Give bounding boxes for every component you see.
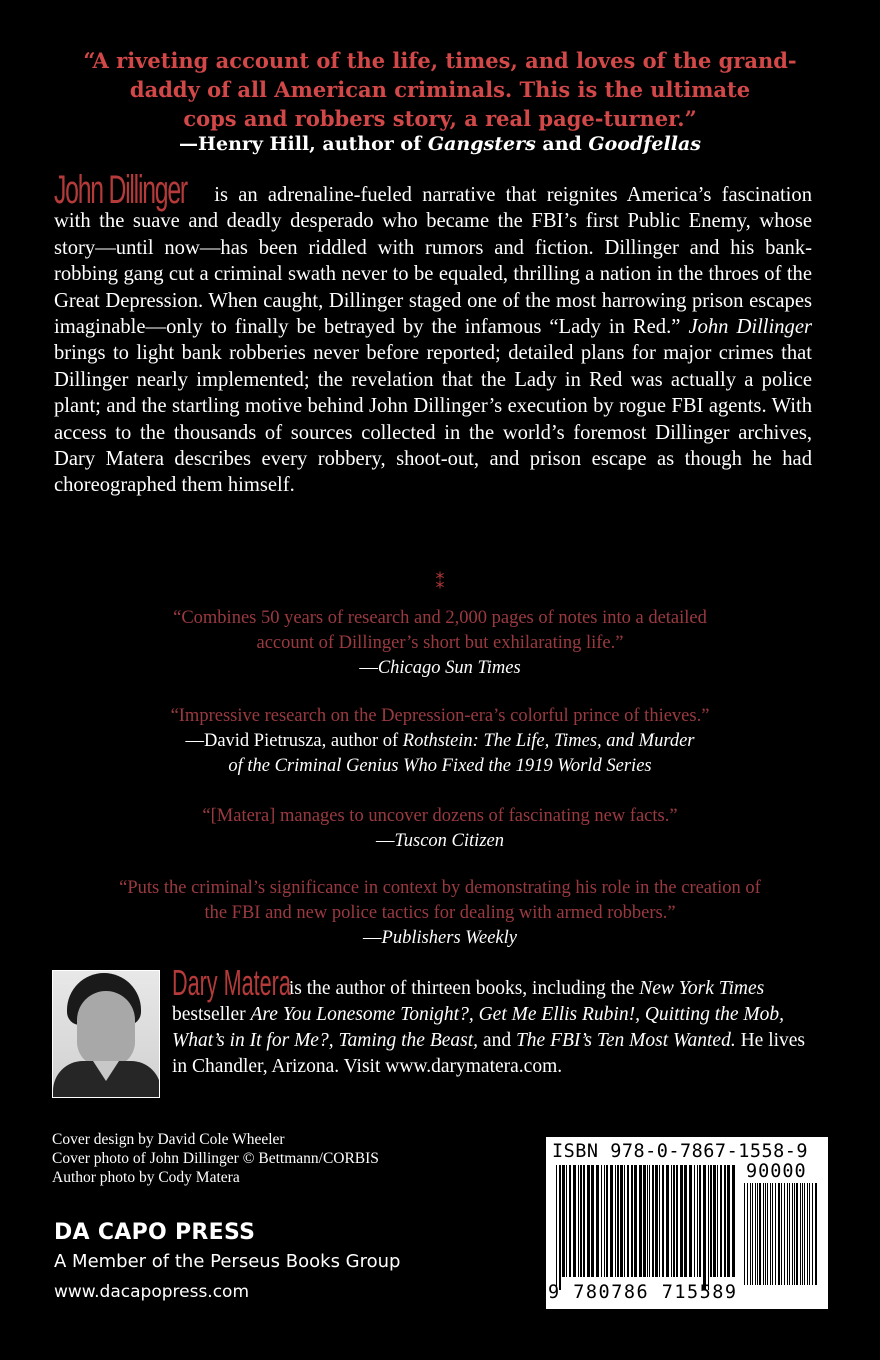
barcode-bar <box>627 1165 629 1277</box>
publisher-member: A Member of the Perseus Books Group <box>54 1251 401 1272</box>
credit-line: Cover photo of John Dillinger © Bettmann/CORBIS <box>52 1150 379 1167</box>
barcode-bar <box>666 1165 669 1277</box>
barcode-bar <box>747 1183 748 1285</box>
lead-quote-attribution: —Henry Hill, author of Gangsters and Goodfellas <box>179 133 701 155</box>
addon-barcode-bars <box>744 1183 820 1285</box>
barcode-bar <box>624 1165 625 1277</box>
ornament-divider: ⁑ <box>435 572 445 592</box>
book-title-display: John Dillinger <box>54 168 187 212</box>
barcode-bar <box>755 1183 756 1285</box>
barcode-bar <box>647 1165 648 1277</box>
barcode-bar <box>680 1165 683 1277</box>
credit-line: Cover design by David Cole Wheeler <box>52 1131 285 1148</box>
barcode-bar <box>587 1165 590 1277</box>
barcode-bar <box>727 1165 730 1277</box>
barcode-bar <box>620 1165 623 1277</box>
barcode-bar <box>659 1165 660 1277</box>
barcode-bar <box>559 1165 561 1290</box>
barcode-bar <box>765 1183 766 1285</box>
barcode-bar <box>717 1165 718 1277</box>
barcode-bar <box>562 1165 565 1277</box>
review-quote: “Puts the criminal’s significance in context by demonstrating his role in the creation of the FBI and new police tactics for dealing with armed robbers.” —Publishers Weekly <box>119 878 761 948</box>
publisher-name: DA CAPO PRESS <box>54 1220 256 1245</box>
author-name-display: Dary Matera <box>172 962 291 1003</box>
barcode-bar <box>569 1165 571 1277</box>
barcode-bar <box>802 1183 803 1285</box>
barcode-bar <box>784 1183 785 1285</box>
credit-line: Author photo by Cody Matera <box>52 1169 240 1186</box>
barcode-bar <box>794 1183 795 1285</box>
cover-credits <box>52 1130 512 1187</box>
barcode-bar <box>796 1183 798 1285</box>
price-code: 90000 <box>746 1161 807 1182</box>
barcode-bar <box>604 1165 605 1277</box>
barcode-bar <box>809 1183 810 1285</box>
ean-digits: 9 780786 715589 <box>548 1282 738 1303</box>
barcode-bar <box>556 1165 557 1290</box>
barcode-bar <box>759 1183 761 1285</box>
barcode-bar <box>662 1165 664 1277</box>
barcode-bar <box>757 1183 758 1285</box>
barcode-bar <box>792 1183 793 1285</box>
barcode-bar <box>724 1165 726 1277</box>
barcode-bar <box>697 1165 698 1277</box>
barcode-bar <box>655 1165 658 1277</box>
barcode-bar <box>812 1183 813 1285</box>
publisher-url: www.dacapopress.com <box>54 1282 250 1302</box>
barcode-bar <box>767 1183 768 1285</box>
barcode-bar <box>778 1183 780 1285</box>
publisher-block <box>54 1220 400 1302</box>
barcode-bar <box>703 1165 706 1290</box>
review-quote: “Impressive research on the Depression-era’s colorful prince of thieves.” —David Pietrusza, author of Rothstein: The Life, Times, and Murder of the Criminal Genius Who Fixed the 1919 World Series <box>170 706 710 776</box>
barcode-bar <box>631 1165 633 1277</box>
barcode-bar <box>689 1165 692 1277</box>
barcode-bar <box>652 1165 654 1277</box>
barcode-bar <box>610 1165 613 1277</box>
barcode-bar <box>596 1165 599 1277</box>
barcode-bar <box>583 1165 585 1277</box>
book-blurb: John Dillinger is an adrenaline-fueled narrative that reignites America’s fascination with the suave and deadly desperado who became the FBI’s first Public Enemy, whose story—until now—has been riddled with rumors and fiction. Dillinger and his bank-robbing gang cut a criminal swath never to be equaled, thrilling a nation in the throes of the Great Depression. When caught, Dillinger staged one of the most harrowing prison escapes imaginable—only to finally be betrayed by the infamous “Lady in Red.” John Dillinger brings to light bank robberies never before reported; detailed plans for major crimes that Dillinger nearly implemented; the revelation that the Lady in Red was actually a police plant; and the startling motive behind John Dillinger’s execution by rogue FBI agents. With access to the thousands of sources collected in the world’s foremost Dillinger archives, Dary Matera describes every robbery, shoot-out, and prison escape as though he had choreographed them himself. <box>54 168 813 497</box>
review-quote: “[Matera] manages to uncover dozens of fascinating new facts.” —Tuscon Citizen <box>202 806 678 851</box>
barcode-bar <box>639 1165 642 1277</box>
barcode-bar <box>732 1165 735 1277</box>
barcode-bar <box>649 1165 650 1277</box>
lead-quote-line: “A riveting account of the life, times, and loves of the grand- <box>83 48 797 73</box>
barcode-bar <box>617 1165 619 1277</box>
barcode-bar <box>781 1183 782 1285</box>
isbn-text: ISBN 978-0-7867-1558-9 <box>552 1141 809 1162</box>
barcode-bar <box>807 1183 808 1285</box>
barcode-bar <box>744 1183 745 1285</box>
lead-quote-line: cops and robbers story, a real page-turner.” <box>183 106 697 131</box>
barcode-bar <box>684 1165 687 1277</box>
barcode-bar <box>770 1183 771 1285</box>
barcode-bar <box>606 1165 608 1277</box>
barcode-bar <box>763 1183 764 1285</box>
barcode-bar <box>710 1165 712 1277</box>
barcode-bars <box>556 1165 738 1290</box>
barcode-bar <box>750 1183 751 1285</box>
barcode-bar <box>694 1165 695 1277</box>
barcode-bar <box>615 1165 616 1277</box>
barcode-bar <box>578 1165 579 1277</box>
barcode-bar <box>775 1183 776 1285</box>
barcode-bar <box>676 1165 678 1277</box>
barcode-bar <box>804 1183 805 1285</box>
barcode-bar <box>708 1165 709 1290</box>
lead-quote-line: daddy of all American criminals. This is the ultimate <box>129 77 751 102</box>
barcode-bar <box>713 1165 716 1277</box>
review-quote: “Combines 50 years of research and 2,000 pages of notes into a detailed account of Dillinger’s short but exhilarating life.” —Chicago Sun Times <box>173 608 707 678</box>
barcode-bar <box>573 1165 576 1277</box>
barcode-bar <box>673 1165 675 1277</box>
barcode-bar <box>671 1165 672 1277</box>
barcode-bar <box>815 1183 817 1285</box>
author-photo <box>52 970 160 1098</box>
barcode-bar <box>580 1165 582 1277</box>
barcode-bar <box>591 1165 594 1277</box>
barcode-bar <box>800 1183 801 1285</box>
barcode-bar <box>643 1165 646 1277</box>
author-bio: Dary Matera is the author of thirteen books, including the New York Times bestseller Are You Lonesome Tonight?, Get Me Ellis Rubin!, Quitting the Mob, What’s in It for Me?, Taming the Beast, and The FBI’s Ten Most Wanted. He lives in Chandler, Arizona. Visit www.darymatera.com. <box>172 962 806 1077</box>
barcode-bar <box>789 1183 790 1285</box>
barcode-bar <box>772 1183 773 1285</box>
lead-quote <box>40 46 840 133</box>
barcode-bar <box>566 1165 567 1277</box>
barcode-bar <box>752 1183 753 1285</box>
barcode-bar <box>787 1183 788 1285</box>
barcode-bar <box>634 1165 637 1277</box>
barcode-bar <box>699 1165 701 1277</box>
isbn-barcode <box>546 1137 828 1309</box>
barcode-bar <box>720 1165 722 1277</box>
barcode-bar <box>601 1165 602 1277</box>
